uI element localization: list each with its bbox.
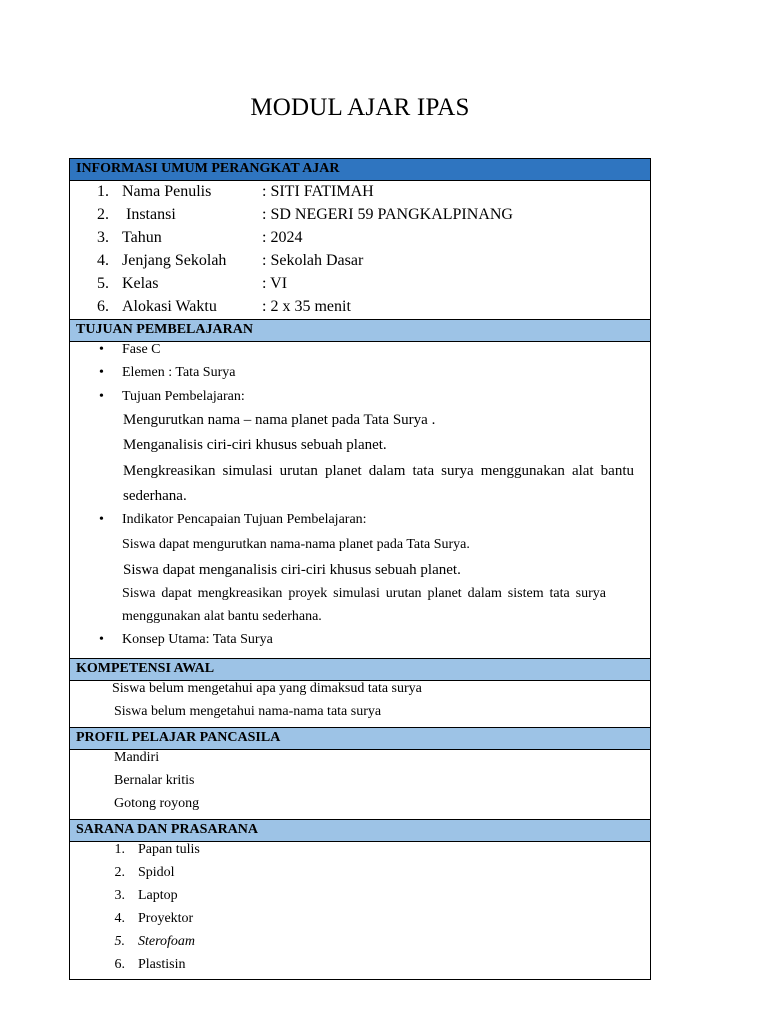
kompetensi-awal-body [70, 681, 650, 728]
module-table [69, 158, 651, 980]
info-label: Tahun [122, 229, 162, 246]
elemen-text: Elemen : Tata Surya [122, 365, 236, 380]
tujuan-item: Mengurutkan nama – nama planet pada Tata Surya . [123, 412, 436, 428]
tujuan-item: Menganalisis ciri-ciri khusus sebuah planet. [123, 437, 387, 453]
sarana-item: Proyektor [138, 911, 194, 926]
sarana-body: 1. Papan tulis 2. Spidol 3. Laptop 4. Proyektor 5. Sterofoam 6. Plastisin [114, 842, 200, 972]
info-value: : SD NEGERI 59 PANGKALPINANG [262, 206, 513, 223]
tujuan-body [70, 342, 650, 659]
info-value: : Sekolah Dasar [262, 252, 364, 269]
informasi-umum-body: 1. Nama Penulis : SITI FATIMAH 2. Instansi : SD NEGERI 59 PANGKALPINANG 3. Tahun : 2024 4. Jenjang Sekolah : Sekolah Dasar 5. Kelas : VI 6. Alokasi Waktu : 2 x 35 menit [70, 181, 650, 320]
bullet-icon: • [99, 512, 104, 527]
bullet-icon: • [99, 389, 104, 404]
profil-item: Bernalar kritis [114, 773, 195, 788]
section-header-kompetensi-awal: KOMPETENSI AWAL [70, 659, 650, 681]
section-header-informasi-umum: INFORMASI UMUM PERANGKAT AJAR [70, 159, 650, 181]
info-label: Kelas [122, 275, 159, 292]
info-label: Nama Penulis [122, 183, 212, 200]
fase-text: Fase C [122, 342, 161, 357]
section-header-tujuan-pembelajaran: TUJUAN PEMBELAJARAN [70, 320, 650, 342]
section-header-profil-pelajar: PROFIL PELAJAR PANCASILA [70, 728, 650, 750]
info-value: : 2 x 35 menit [262, 298, 351, 315]
bullet-icon: • [99, 365, 104, 380]
sarana-item: Spidol [138, 865, 175, 880]
kompetensi-item: Siswa belum mengetahui nama-nama tata surya [114, 704, 382, 719]
sarana-item: Plastisin [138, 957, 186, 972]
info-value: : 2024 [262, 229, 303, 246]
indikator-item: Siswa dapat menganalisis ciri-ciri khusus sebuah planet. [123, 562, 461, 578]
sarana-item: Papan tulis [138, 842, 200, 857]
bullet-icon: • [99, 342, 104, 357]
indikator-item: Siswa dapat mengkreasikan proyek simulasi urutan planet dalam sistem tata surya [122, 586, 606, 601]
indikator-label: Indikator Pencapaian Tujuan Pembelajaran: [122, 512, 367, 527]
bullet-icon: • [99, 632, 104, 647]
sarana-item: Sterofoam [138, 934, 196, 949]
tujuan-item: Mengkreasikan simulasi urutan planet dalam tata surya menggunakan alat bantu [123, 463, 634, 479]
tujuan-item-continued: sederhana. [123, 488, 187, 504]
konsep-text: Konsep Utama: Tata Surya [122, 632, 273, 647]
sarana-item: Laptop [138, 888, 178, 903]
info-value: : VI [262, 275, 288, 292]
info-value: : SITI FATIMAH [262, 183, 374, 200]
info-label: Instansi [122, 206, 176, 223]
kompetensi-item: Siswa belum mengetahui apa yang dimaksud tata surya [112, 681, 422, 696]
profil-body [70, 750, 650, 820]
document-title: MODUL AJAR IPAS [250, 94, 470, 121]
info-label: Alokasi Waktu [122, 298, 217, 315]
indikator-item-continued: menggunakan alat bantu sederhana. [122, 609, 322, 624]
indikator-item: Siswa dapat mengurutkan nama-nama planet pada Tata Surya. [122, 537, 470, 552]
profil-item: Mandiri [114, 750, 160, 765]
tujuan-label: Tujuan Pembelajaran: [122, 389, 245, 404]
section-header-sarana-prasarana: SARANA DAN PRASARANA [70, 820, 650, 842]
info-label: Jenjang Sekolah [122, 252, 227, 269]
profil-item: Gotong royong [114, 796, 200, 811]
